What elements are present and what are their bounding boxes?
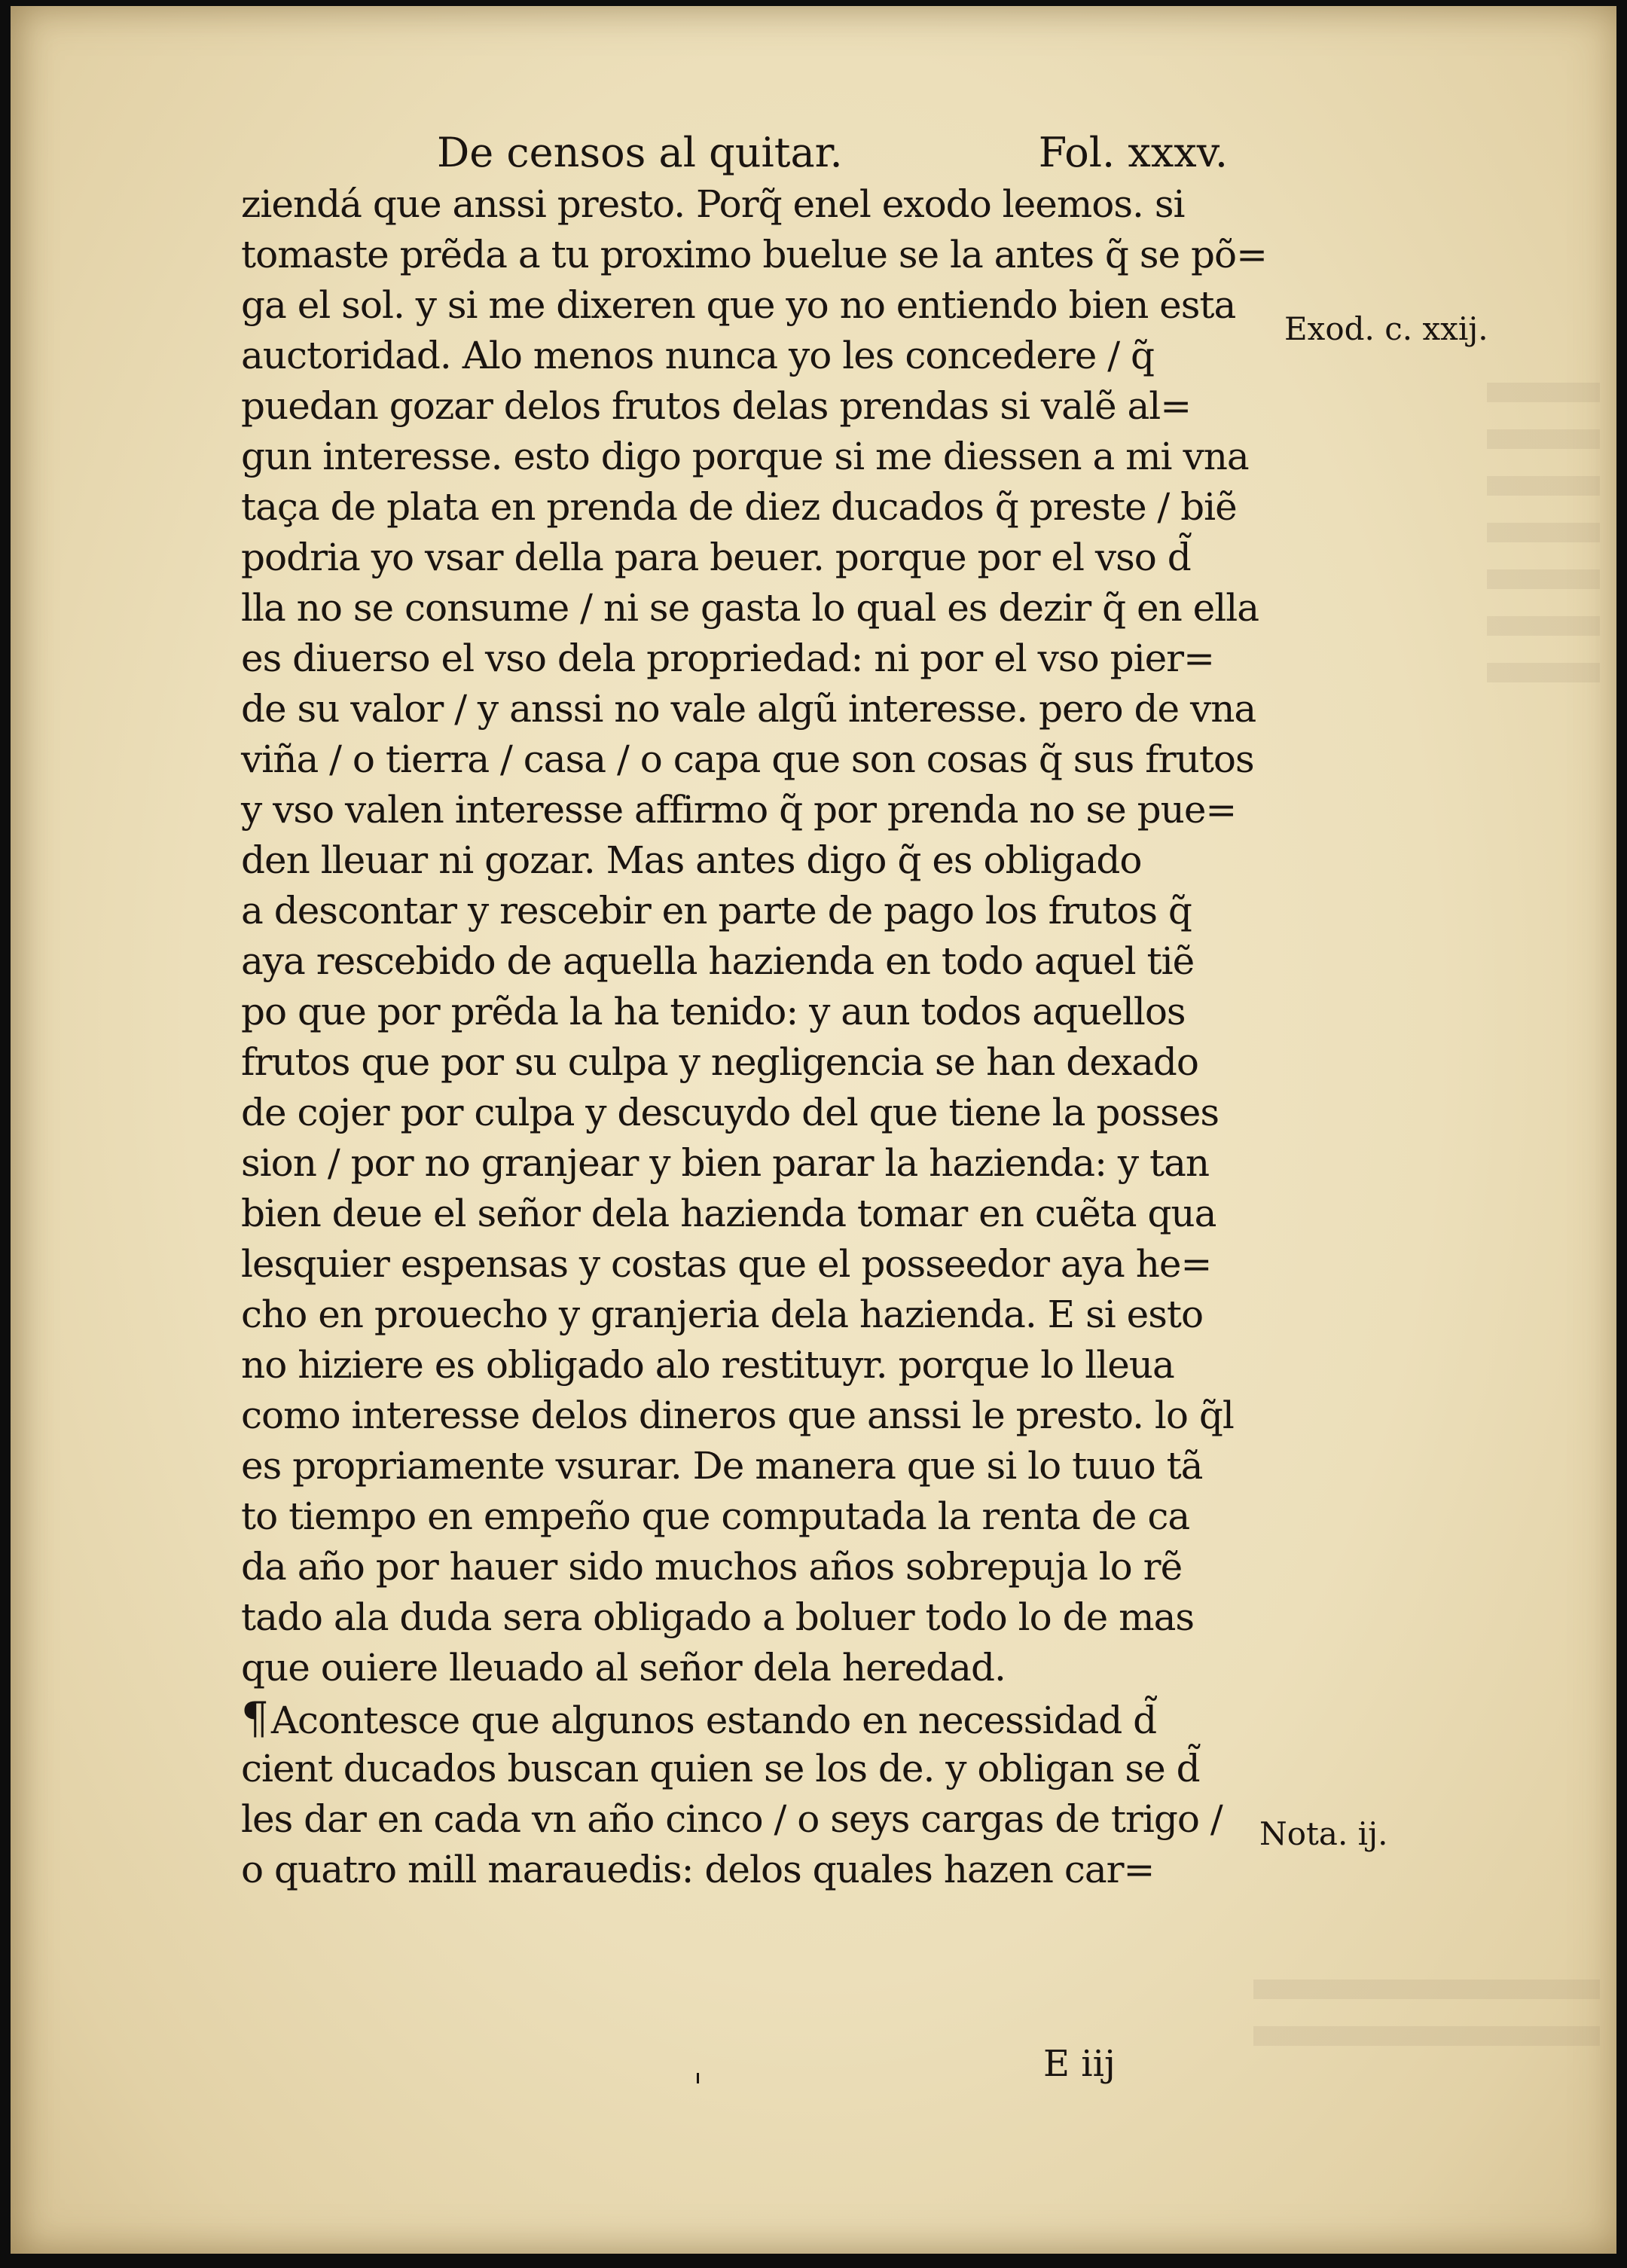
text-line: a descontar y rescebir en parte de pago los frutos q̃ [241,889,1192,933]
folio-number: Fol. xxxv. [1038,129,1228,176]
text-line: den lleuar ni gozar. Mas antes digo q̃ es obligado [241,838,1142,882]
text-line: no hiziere es obligado alo restituyr. porque lo lleua [241,1343,1174,1387]
pilcrow-icon: ¶ [241,1693,268,1744]
text-line: cient ducados buscan quien se los de. y obligan se d̃ [241,1747,1200,1790]
text-line: es propriamente vsurar. De manera que si lo tuuo tã [241,1444,1203,1488]
text-line: po que por prẽda la ha tenido: y aun todos aquellos [241,990,1186,1033]
text-line: lla no se consume / ni se gasta lo qual es dezir q̃ en ella [241,586,1259,630]
text-line: frutos que por su culpa y negligencia se han dexado [241,1040,1198,1084]
text-line: lesquier espensas y costas que el posseedor aya he= [241,1242,1212,1286]
running-head-title: De censos al quitar. [437,129,843,176]
text-line: sion / por no granjear y bien parar la hazienda: y tan [241,1141,1210,1185]
marginal-note-nota: Nota. ij. [1259,1815,1388,1852]
text-line: auctoridad. Alo menos nunca yo les concedere / q̃ [241,334,1154,377]
text-line: ziendá que anssi presto. Porq̃ enel exodo leemos. si [241,182,1185,226]
text-line: cho en prouecho y granjeria dela hazienda. E si esto [241,1293,1204,1336]
text-line: y vso valen interesse affirmo q̃ por prenda no se pue= [241,788,1237,832]
text-line: taça de plata en prenda de diez ducados q̃ preste / biẽ [241,485,1237,529]
show-through-text-lower [1253,1980,1600,2070]
text-block [241,127,1273,1895]
text-line: viña / o tierra / casa / o capa que son cosas q̃ sus frutos [241,737,1254,781]
text-line: de su valor / y anssi no vale algũ interesse. pero de vna [241,687,1256,731]
signature-mark: E iij [1043,2043,1116,2085]
body-text [241,179,1273,1693]
text-line: da año por hauer sido muchos años sobrepuja lo rẽ [241,1545,1183,1589]
text-line [241,1693,1273,1744]
text-line: puedan gozar delos frutos delas prendas si valẽ al= [241,384,1192,428]
text-line: bien deue el señor dela hazienda tomar en cuẽta qua [241,1192,1216,1235]
text-line: como interesse delos dineros que anssi le presto. lo q̃l [241,1393,1234,1437]
text-line: les dar en cada vn año cinco / o seys cargas de trigo / [241,1797,1223,1841]
text-line: aya rescebido de aquella hazienda en todo aquel tiẽ [241,939,1195,983]
text-line: podria yo vsar della para beuer. porque por el vso d̃ [241,536,1191,579]
text-line: tomaste prẽda a tu proximo buelue se la antes q̃ se põ= [241,233,1267,276]
text-line: tado ala duda sera obligado a boluer todo lo de mas [241,1595,1195,1639]
marginal-note-exodus: Exod. c. xxij. [1284,310,1488,347]
second-paragraph [241,1693,1273,1895]
text-line: o quatro mill marauedis: delos quales hazen car= [241,1848,1155,1891]
text-line: gun interesse. esto digo porque si me diessen a mi vna [241,435,1249,478]
text-line: es diuerso el vso dela propriedad: ni por el vso pier= [241,636,1214,680]
text-line-content: Acontesce que algunos estando en necessidad d̃ [270,1699,1157,1742]
text-line: que ouiere lleuado al señor dela heredad. [241,1646,1006,1690]
show-through-text [1487,383,1600,699]
text-line: de cojer por culpa y descuydo del que tiene la posses [241,1091,1219,1134]
printer-mark [697,2073,699,2083]
running-head [241,127,1273,179]
text-line: ga el sol. y si me dixeren que yo no entiendo bien esta [241,283,1236,327]
text-line: to tiempo en empeño que computada la renta de ca [241,1494,1190,1538]
